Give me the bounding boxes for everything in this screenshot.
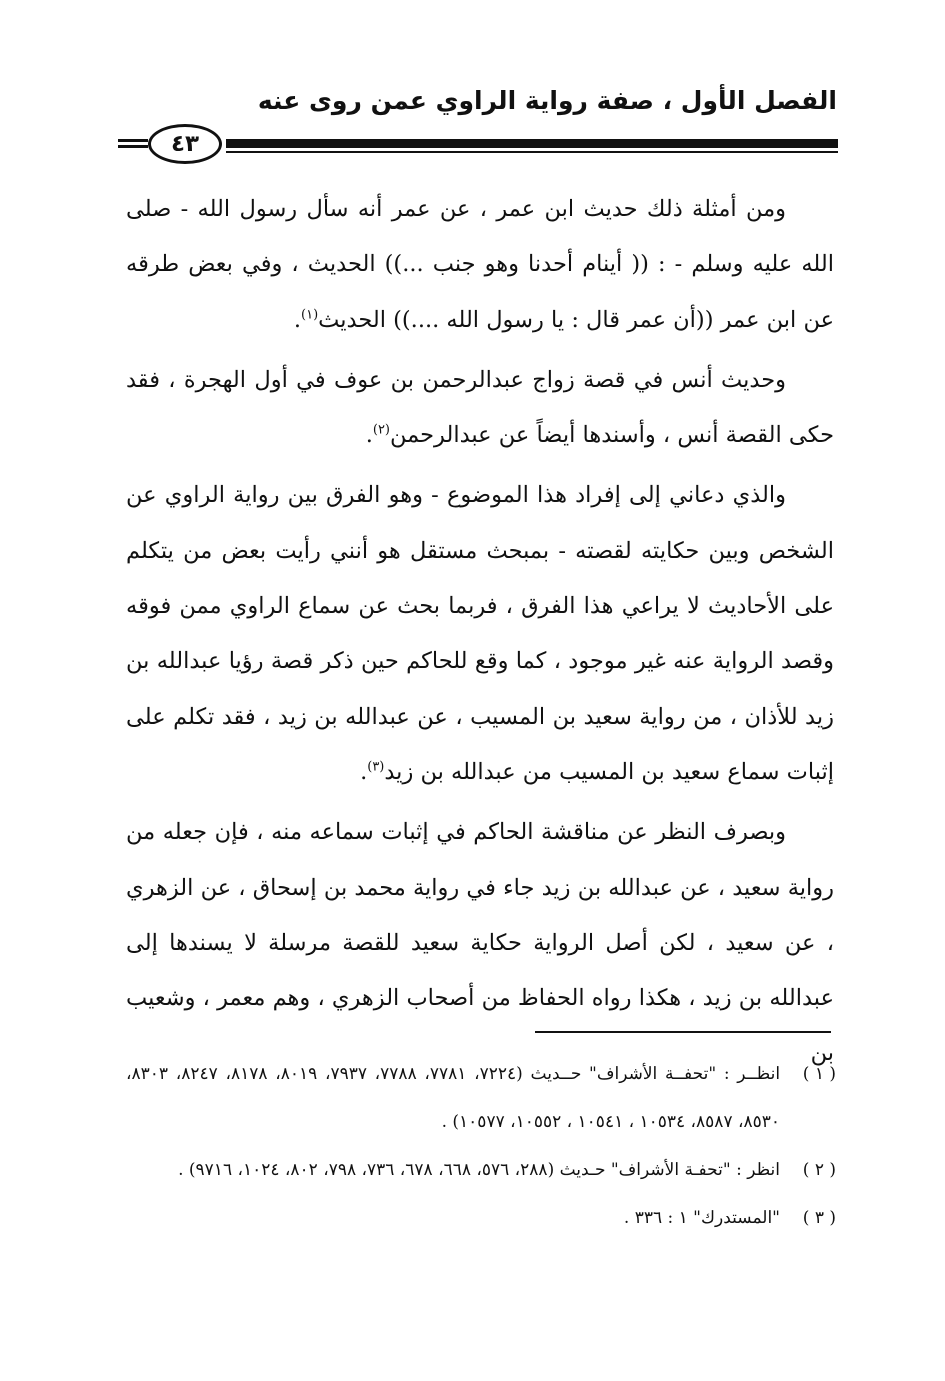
header-rule xyxy=(118,124,838,164)
footnote-item xyxy=(126,1146,836,1194)
paragraph: ومن أمثلة ذلك حديث ابن عمر ، عن عمر أنه سأل رسول الله - صلى الله عليه وسلم - : (( أينام أحدنا وهو جنب ...)) الحديث ، وفي بعض طرقه عن ابن عمر ((أن عمر قال : يا رسول الله ....)) الحديث$^{(١)}$. xyxy=(126,196,834,333)
footnote-number: ( ٢ ) xyxy=(802,1160,836,1180)
rule-stub-bottom xyxy=(118,145,148,148)
paragraph: والذي دعاني إلى إفراد هذا الموضوع - وهو الفرق بين رواية الراوي عن الشخص وبين حكايته لقصته - بمبحث مستقل هو أنني رأيت بعض من يتكلم على الأحاديث لا يراعي هذا الفرق ، فربما بحث عن سماع الراوي ممن فوقه وقصد الرواية عنه غير موجود ، كما وقع للحاكم حين ذكر قصة رؤيا عبدالله بن زيد للأذان ، من رواية سعيد بن المسيب ، عن عبدالله بن زيد ، فقد تكلم على إثبات سماع سعيد بن المسيب من عبدالله بن زيد$^{(٣)}$. xyxy=(126,482,834,785)
footnote-text: انظــر : "تحفــة الأشراف" حــديث (٧٢٢٤، ٧٧٨١، ٧٧٨٨، ٧٩٣٧، ٨٠١٩، ٨١٧٨، ٨٢٤٧، ٨٣٠٣، ٨٥٣٠، ٨٥٨٧، ١٠٥٣٤ ، ١٠٥٤١ ، ١٠٥٥٢، ١٠٥٧٧) . xyxy=(126,1064,781,1132)
rule-stub-top xyxy=(118,139,148,142)
footnote-ref[interactable]: (٢) xyxy=(372,422,390,438)
footnote-item xyxy=(126,1194,836,1242)
footnote-text: انظر : "تحفـة الأشراف" حـديث (٢٨٨، ٥٧٦، ٦٦٨، ٦٧٨، ٧٣٦، ٧٩٨، ٨٠٢، ١٠٢٤، ٩٧١٦) . xyxy=(178,1160,780,1180)
paragraph: وبصرف النظر عن مناقشة الحاكم في إثبات سماعه منه ، فإن جعله من رواية سعيد ، عن عبدالله بن زيد جاء في رواية محمد بن إسحاق ، عن الزهري ، عن سعيد ، لكن أصل الرواية حكاية سعيد للقصة مرسلة لا يسندها إلى عبدالله بن زيد ، هكذا رواه الحفاظ من أصحاب الزهري ، وهم معمر ، وشعيب بن xyxy=(126,819,834,1067)
footnote-item xyxy=(126,1050,836,1146)
rule-thin-line xyxy=(226,151,838,153)
footnote-number: ( ٣ ) xyxy=(802,1208,836,1228)
paragraph: وحديث أنس في قصة زواج عبدالرحمن بن عوف في أول الهجرة ، فقد حكى القصة أنس ، وأسندها أيضاً عن عبدالرحمن$^{(٢)}$. xyxy=(126,366,834,449)
footnotes xyxy=(126,1050,836,1242)
rule-thick-line xyxy=(226,139,838,148)
footnote-text: "المستدرك" ١ : ٣٣٦ . xyxy=(623,1208,780,1228)
footnote-ref[interactable]: (٣) xyxy=(367,759,385,775)
footnote-number: ( ١ ) xyxy=(802,1064,836,1084)
footnote-ref[interactable]: (١) xyxy=(301,307,319,323)
running-title: الفصل الأول ، صفة رواية الراوي عمن روى عنه xyxy=(257,86,837,115)
page-number: ٤٣ xyxy=(148,124,222,164)
body-text xyxy=(126,182,834,1087)
footnote-separator xyxy=(535,1031,831,1033)
